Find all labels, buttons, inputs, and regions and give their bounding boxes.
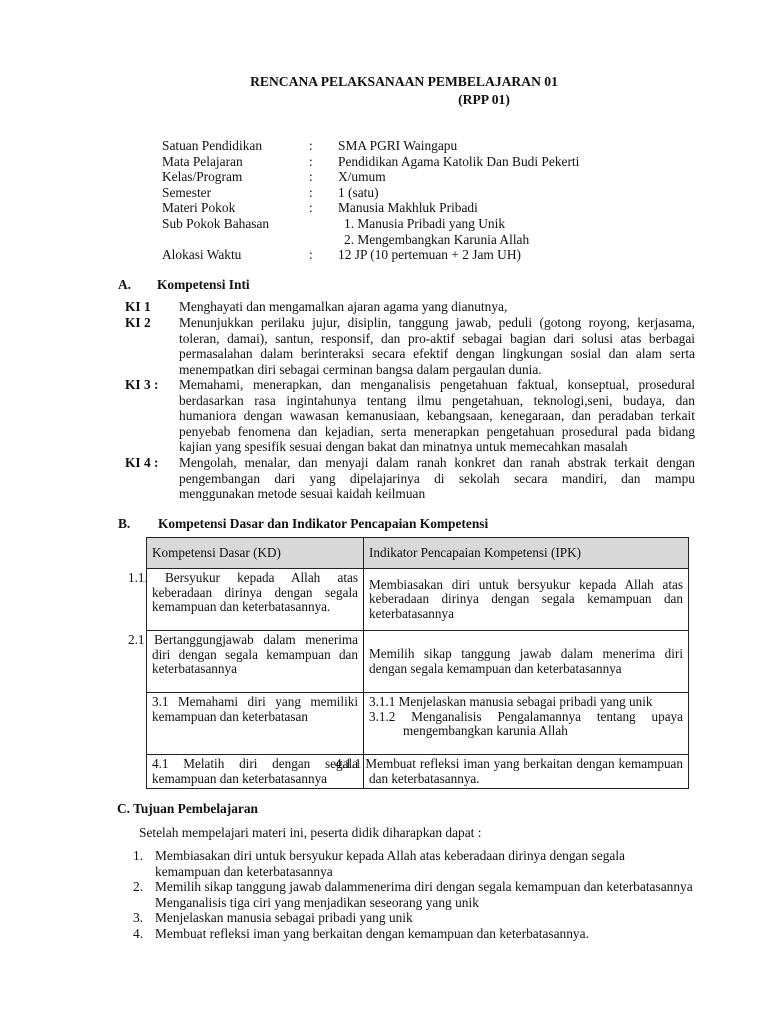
section-letter: B. [118,516,131,531]
identity-value: 2. Mengembangkan Karunia Allah [344,231,530,247]
goal-text: Menjelaskan manusia sebagai pribadi yang unik [155,910,413,926]
ki-line: kajian yang spesifik sesuai dengan bakat dan minatnya untuk memecahkan masalah [179,439,628,455]
table-header-row [147,538,689,569]
ki-text [179,455,695,502]
table-header-ipk: Indikator Pencapaian Kompetensi (IPK) [364,538,689,569]
goal-number: 4. [133,925,144,941]
identity-colon: : [309,138,313,153]
identity-colon: : [309,247,313,263]
ki-line: humaniora dengan wawasan kemanusiaan, kebangsaan, kenegaraan, dan peradaban terkait [179,408,695,424]
ki-line: Memahami, menerapkan, dan menganalisis pengetahuan faktual, konseptual, prosedural [179,377,695,392]
identity-value: Pendidikan Agama Katolik Dan Budi Pekerti [338,153,580,169]
identity-colon: : [309,184,313,200]
ipk-cell: Membiasakan diri untuk bersyukur kepada Allah atas keberadaan dirinya dengan segala kemampuan dan keterbatasannya [364,569,689,631]
ki-line: toleran, damai), santun, responsif, dan pro-aktif sebagai bagian dari solusi atas berbagai [179,330,695,346]
identity-label: Materi Pokok [162,200,236,216]
kd-cell: 4.1 Melatih diri dengan segala kemampuan dan keterbatasannya [147,755,364,789]
goal-number: 2. [133,879,144,895]
identity-colon: : [309,153,313,169]
ipk-item: 3.1.2 Menganalisis Pengalamannya tentang upaya mengembangkan karunia Allah [369,708,683,739]
ki-line: Mengolah, menalar, dan menyaji dalam ranah konkret dan ranah abstrak terkait dengan [179,455,695,470]
ki-label: KI 3 : [125,377,159,392]
table-row [147,693,689,755]
ipk-cell: Memilih sikap tanggung jawab dalam menerima diri dengan segala kemampuan dan keterbatasannya [364,631,689,693]
ki-line: Menghayati dan mengamalkan ajaran agama yang dianutnya, [179,299,508,314]
list-item [133,910,693,926]
goal-text: Membuat refleksi iman yang berkaitan dengan kemampuan dan keterbatasannya. [155,925,589,941]
identity-value: SMA PGRI Waingapu [338,138,458,153]
identity-value: X/umum [338,169,386,185]
kd-cell: 1.1. Bersyukur kepada Allah atas keberadaan dirinya dengan segala kemampuan dan keterbatasannya. [147,569,364,631]
ki-label: KI 1 [125,299,151,314]
ki-line: menempatkan diri sebagai cerminan bangsa dalam pergaulan dunia. [179,361,542,377]
section-title: Kompetensi Inti [157,277,250,292]
goal-text: Membiasakan diri untuk bersyukur kepada Allah atas keberadaan dirinya dengan segala kemampuan dan keterbatasannya [155,848,625,879]
identity-row [162,247,734,263]
identity-row [162,154,734,170]
identity-label [162,232,309,248]
ki-line: Menunjukkan perilaku jujur, disiplin, tanggung jawab, peduli (gotong royong, kerjasama, [179,315,695,330]
goal-number: 1. [133,848,144,863]
ki-line: penyebab fenomena dan kejadian, serta menerapkan pengetahuan prosedural pada bidang [179,423,695,439]
identity-label: Alokasi Waktu [162,247,242,263]
goals-list [133,848,693,942]
identity-row [162,232,734,248]
identity-label: Mata Pelajaran [162,153,243,169]
kd-ipk-table [128,537,689,789]
ki-text [179,299,695,315]
identity-value: 1. Manusia Pribadi yang Unik [344,215,506,231]
identity-label: Satuan Pendidikan [162,138,263,153]
goals-intro: Setelah mempelajari materi ini, peserta didik diharapkan dapat : [139,825,482,840]
table-row [147,755,689,789]
table-row [147,631,689,693]
kd-cell: 3.1 Memahami diri yang memiliki kemampuan dan keterbatasan [147,693,364,755]
identity-colon [309,232,338,248]
kd-cell: 2.1 Bertanggungjawab dalam menerima diri dengan segala kemampuan dan keterbatasannya [147,631,364,693]
ki-line: menggunakan metode sesuai kaidah keilmuan [179,486,426,502]
identity-label: Kelas/Program [162,169,243,185]
ipk-item: 3.1.1 Menjelaskan manusia sebagai pribadi yang unik [369,694,653,709]
identity-label: Semester [162,184,212,200]
identity-block [162,138,734,263]
list-item [133,879,693,910]
identity-value: 12 JP (10 pertemuan + 2 Jam UH) [338,247,521,263]
table-header-kd: Kompetensi Dasar (KD) [147,538,364,569]
section-c-heading: C. Tujuan Pembelajaran [117,801,258,816]
identity-colon: : [309,200,313,216]
identity-colon: : [309,169,313,185]
table-row [147,569,689,631]
identity-value: 1 (satu) [338,184,379,200]
section-title: Kompetensi Dasar dan Indikator Pencapaian Kompetensi [158,516,489,531]
document-title: RENCANA PELAKSANAAN PEMBELAJARAN 01 [250,74,558,89]
ki-line: pengembangan dari yang dipelajarinya di sekolah secara mandiri, dan mampu [179,470,695,486]
list-item [133,926,693,942]
identity-colon [309,216,338,232]
ki-text [179,315,695,377]
identity-row [162,200,734,216]
identity-value: Manusia Makhluk Pribadi [338,200,478,216]
ki-text [179,377,695,455]
identity-row [162,216,734,232]
identity-row [162,185,734,201]
section-letter: A. [118,277,132,292]
ipk-cell: 4.1.1 Membuat refleksi iman yang berkaitan dengan kemampuan dan keterbatasannya. [364,755,689,789]
goal-number: 3. [133,910,144,926]
ipk-cell [364,693,689,755]
ki-line: berdasarkan rasa ingintahunya tentang ilmu pengetahuan, teknologi,seni, budaya, dan [179,392,695,408]
ki-label: KI 2 [125,315,151,330]
list-item [133,848,693,879]
identity-row [162,138,734,154]
identity-row [162,169,734,185]
ki-label: KI 4 : [125,455,159,470]
document-subtitle: (RPP 01) [458,92,510,107]
identity-label: Sub Pokok Bahasan [162,215,270,231]
goal-text: Memilih sikap tanggung jawab dalammenerima diri dengan segala kemampuan dan keterbatasannya Menganalisis tiga ciri yang menjadikan seseorang yang unik [155,879,693,910]
ki-line: permasalahan dalam berinteraksi secara efektif dengan lingkungan sosial dan alam serta [179,346,695,362]
